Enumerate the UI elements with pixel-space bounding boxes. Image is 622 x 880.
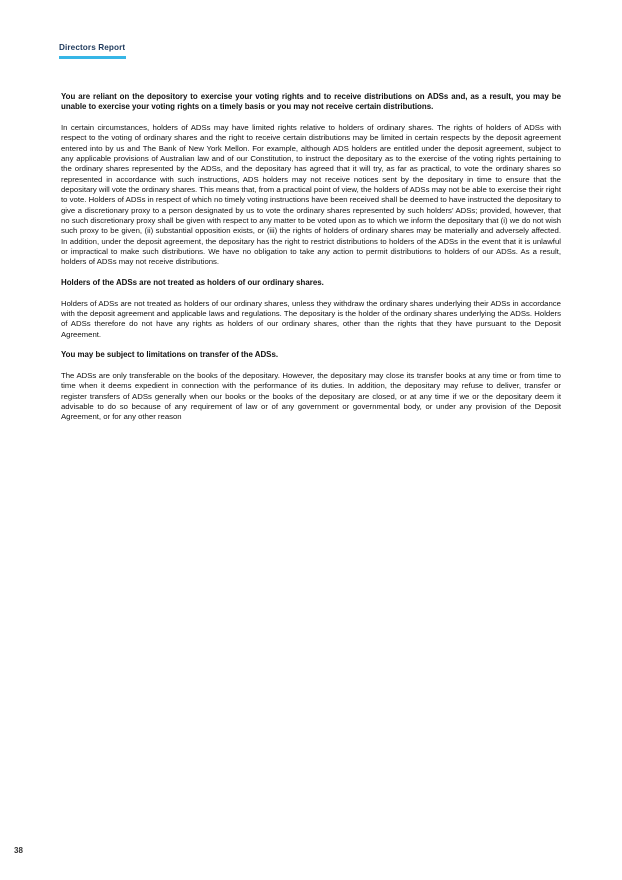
risk-heading-transfer-limits: You may be subject to limitations on transfer of the ADSs. xyxy=(61,350,279,360)
header-accent-bar xyxy=(59,56,126,59)
page-header xyxy=(59,43,126,59)
paragraph-voting-rights: In certain circumstances, holders of ADSs may have limited rights relative to holders of ordinary shares. The rights of holders of ADSs with respect to the voting of ordinary shares and the right to receive certain distributions may be limited in certain respects by the deposit agreement entered into by us and The Bank of New York Mellon. For example, although ADS holders are entitled under the deposit agreement, subject to any applicable provisions of Australian law and of our Constitution, to instruct the depositary as to the exercise of the voting rights pertaining to the ordinary shares represented by the ADSs, and the depositary has agreed that it will try, as far as practical, to vote the ordinary shares so represented in accordance with such instructions, ADS holders may not receive notices sent by the depositary in time to ensure that the depositary will vote the ordinary shares. This means that, from a practical point of view, the holders of ADSs may not be able to exercise their right to vote. Holders of ADSs in respect of which no timely voting instructions have been received shall be deemed to have instructed the depositary to give a discretionary proxy to a person designated by us to vote the ordinary shares represented by such holders’ ADSs; provided, however, that no such discretionary proxy shall be given with respect to any matter to be voted upon as to which we inform the depositary that (i) we do not wish such proxy to be given, (ii) substantial opposition exists, or (iii) the rights of holders of ordinary shares may be materially and adversely affected. In addition, under the deposit agreement, the depositary has the right to restrict distributions to holders of the ADSs in the event that it is unlawful or impractical to make such distributions. We have no obligation to take any action to permit distributions to holders of our ADSs. As a result, holders of ADSs may not receive distributions. xyxy=(61,122,561,267)
main-content xyxy=(61,92,561,433)
risk-heading-voting-rights: You are reliant on the depository to exercise your voting rights and to receive distributions on ADSs and, as a result, you may be unable to exercise your voting rights on a timely basis or you may not receive certain distributions. xyxy=(61,92,561,112)
section-title: Directors Report xyxy=(59,43,126,52)
risk-heading-not-holders: Holders of the ADSs are not treated as holders of our ordinary shares. xyxy=(61,278,324,288)
paragraph-not-holders: Holders of ADSs are not treated as holders of our ordinary shares, unless they withdraw the ordinary shares underlying their ADSs in accordance with the deposit agreement and applicable laws and regulations. The depositary is the holder of the ordinary shares underlying the ADSs. Holders of ADSs therefore do not have any rights as holders of our ordinary shares, other than the rights that they have pursuant to the Deposit Agreement. xyxy=(61,298,561,339)
page-number: 38 xyxy=(14,846,23,855)
paragraph-transfer-limits: The ADSs are only transferable on the books of the depositary. However, the depositary may close its transfer books at any time or from time to time when it deems expedient in connection with the performance of its duties. In addition, the depositary may refuse to deliver, transfer or register transfers of ADSs generally when our books or the books of the depositary are closed, or at any time if we or the depositary deem it advisable to do so because of any requirement of law or of any government or governmental body, or under any provision of the Deposit Agreement, or for any other reason xyxy=(61,371,561,422)
